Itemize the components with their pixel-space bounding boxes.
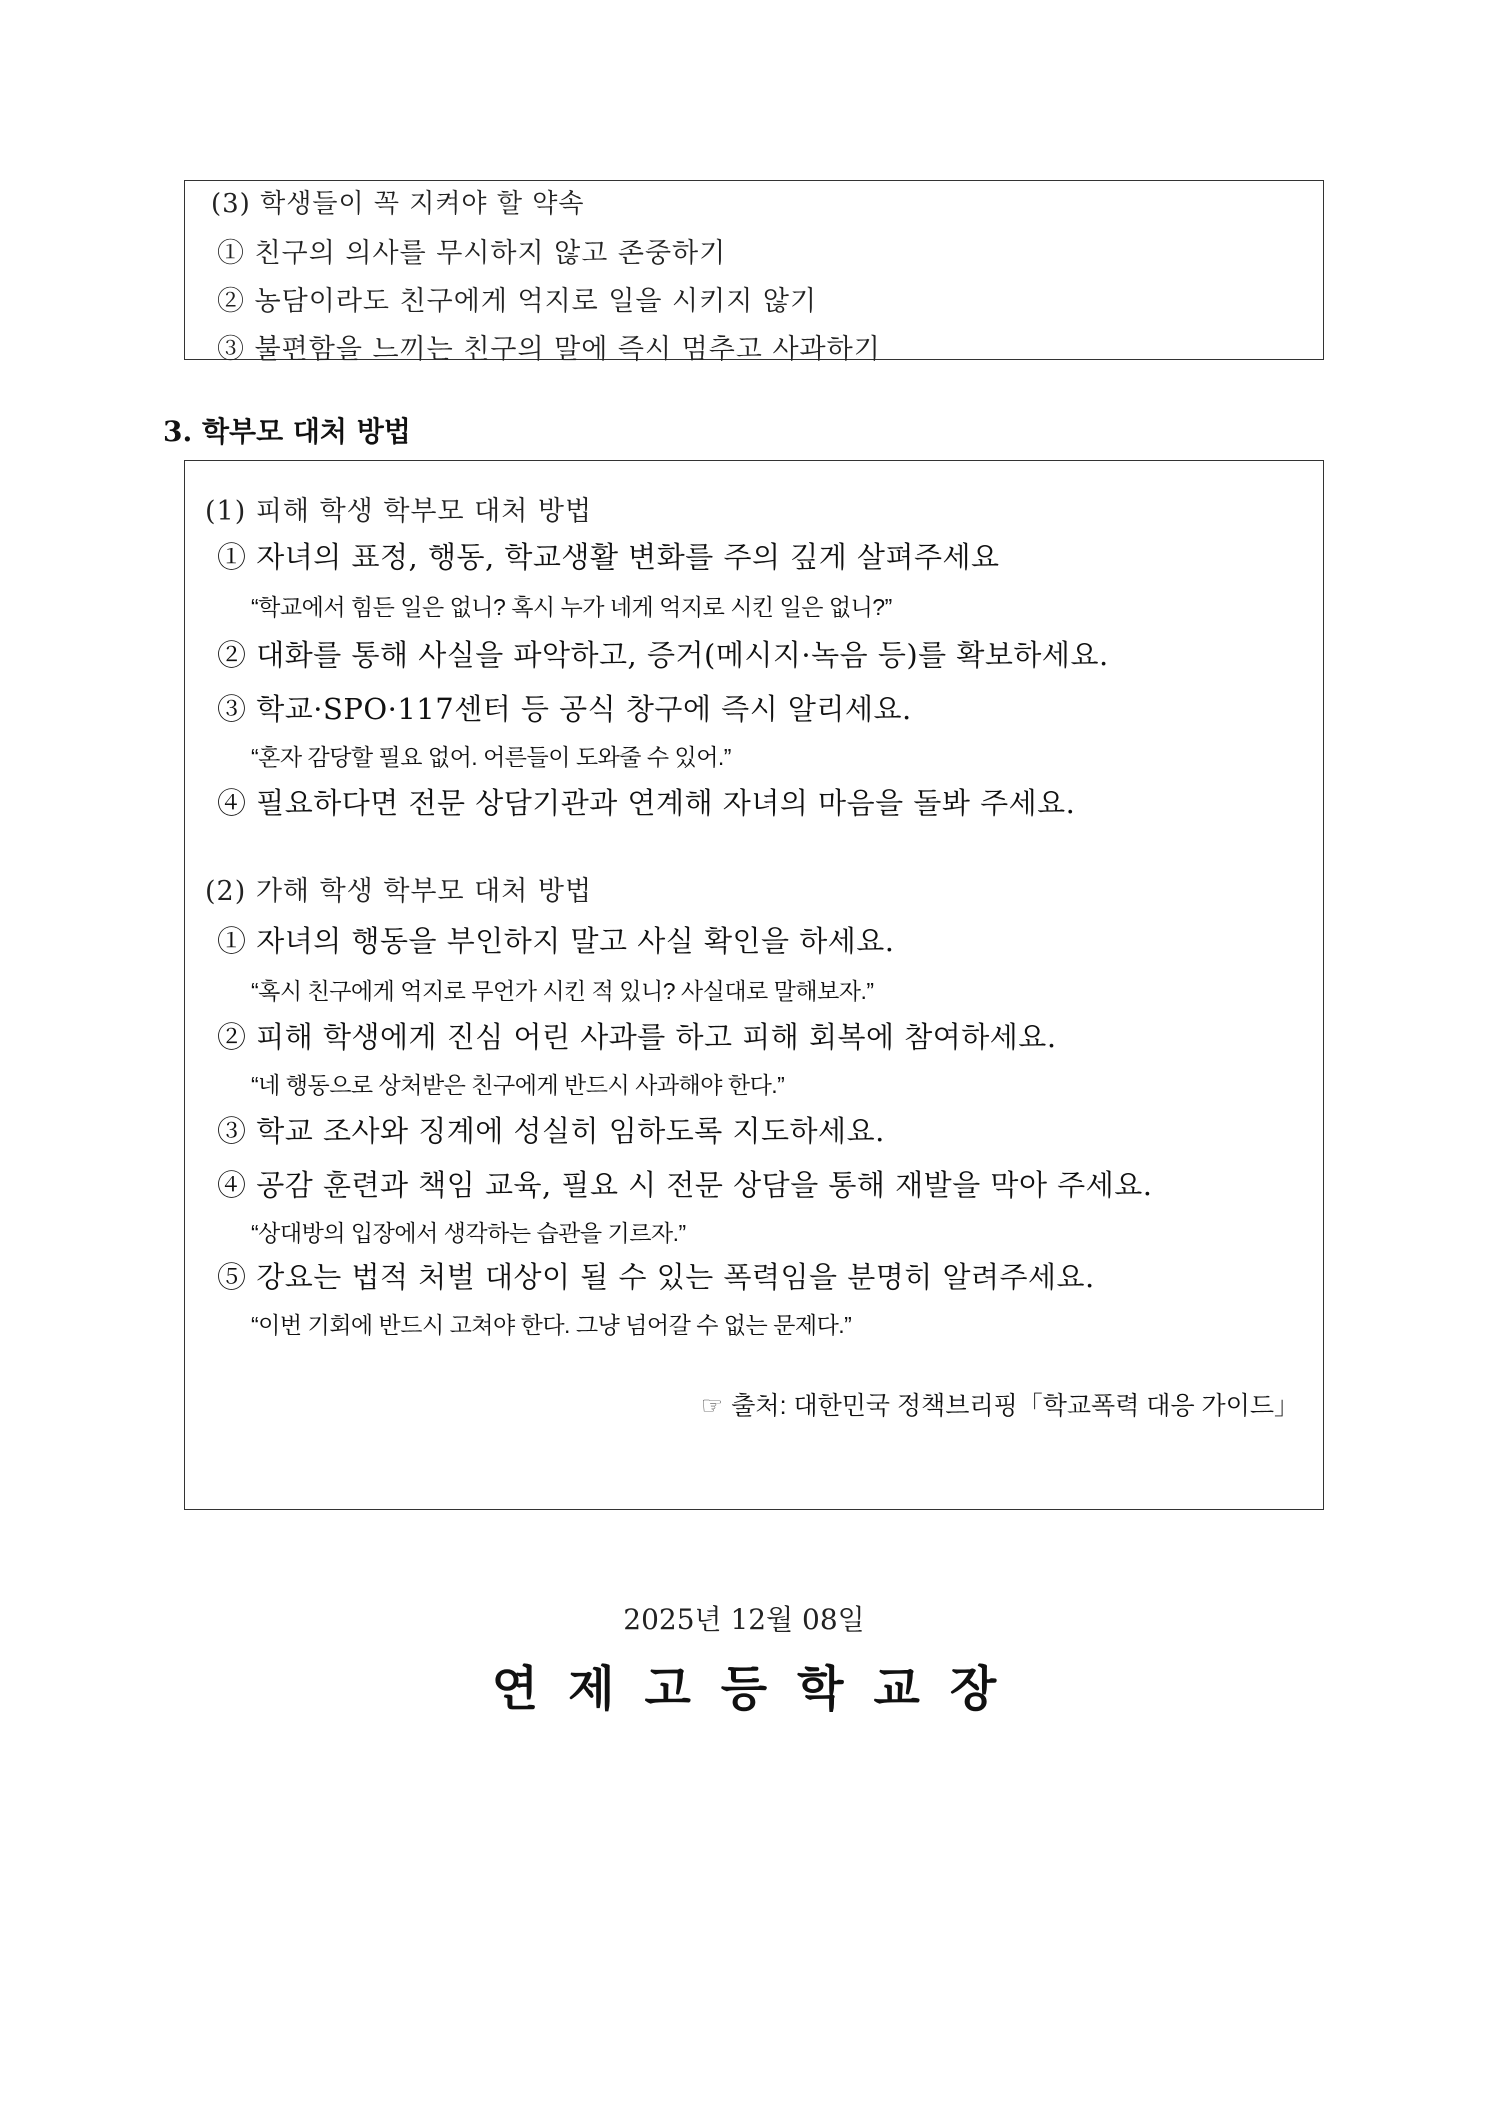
- offender-quote-4: “상대방의 입장에서 생각하는 습관을 기르자.”: [251, 1220, 686, 1246]
- victim-quote-3: “혼자 감당할 필요 없어. 어른들이 도와줄 수 있어.”: [251, 744, 731, 770]
- promise-item-1: ① 친구의 의사를 무시하지 않고 존중하기: [217, 238, 727, 269]
- offender-step-2: ② 피해 학생에게 진심 어린 사과를 하고 피해 회복에 참여하세요.: [217, 1020, 1057, 1054]
- offender-step-5: ⑤ 강요는 법적 처벌 대상이 될 수 있는 폭력임을 분명히 알려주세요.: [217, 1260, 1095, 1294]
- student-promise-box: [184, 180, 1324, 365]
- document-date: 2025년 12월 08일: [623, 1603, 865, 1636]
- victim-quote-1: “학교에서 힘든 일은 없니? 혹시 누가 네게 억지로 시킨 일은 없니?”: [251, 594, 892, 620]
- offender-step-4: ④ 공감 훈련과 책임 교육, 필요 시 전문 상담을 통해 재발을 막아 주세요.: [217, 1168, 1153, 1202]
- offender-quote-1: “혹시 친구에게 억지로 무언가 시킨 적 있니? 사실대로 말해보자.”: [251, 978, 874, 1004]
- school-principal-signature: 연제고등학교장: [491, 1661, 1027, 1717]
- offender-quote-5: “이번 기회에 반드시 고쳐야 한다. 그냥 넘어갈 수 없는 문제다.”: [251, 1312, 852, 1338]
- victim-step-2: ② 대화를 통해 사실을 파악하고, 증거(메시지·녹음 등)를 확보하세요.: [217, 638, 1109, 672]
- offender-quote-2: “네 행동으로 상처받은 친구에게 반드시 사과해야 한다.”: [251, 1072, 785, 1098]
- promise-item-2: ② 농담이라도 친구에게 억지로 일을 시키지 않기: [217, 286, 818, 317]
- victim-step-1: ① 자녀의 표정, 행동, 학교생활 변화를 주의 깊게 살펴주세요: [217, 540, 1000, 574]
- promise-item-3: ③ 불편함을 느끼는 친구의 말에 즉시 멈추고 사과하기: [217, 334, 881, 365]
- offender-heading: (2) 가해 학생 학부모 대처 방법: [205, 876, 593, 907]
- pointing-hand-icon: ☞: [700, 1391, 724, 1420]
- offender-step-1: ① 자녀의 행동을 부인하지 말고 사실 확인을 하세요.: [217, 924, 895, 958]
- promise-heading: (3) 학생들이 꼭 지켜야 할 약속: [211, 189, 585, 219]
- victim-step-3: ③ 학교·SPO·117센터 등 공식 창구에 즉시 알리세요.: [217, 692, 912, 726]
- source-text: 출처: 대한민국 정책브리핑「학교폭력 대응 가이드」: [731, 1392, 1299, 1420]
- source-citation: [701, 1386, 1299, 1422]
- victim-heading: (1) 피해 학생 학부모 대처 방법: [205, 496, 593, 527]
- victim-step-4: ④ 필요하다면 전문 상담기관과 연계해 자녀의 마음을 돌봐 주세요.: [217, 786, 1076, 820]
- section-title: 3. 학부모 대처 방법: [163, 415, 411, 448]
- offender-step-3: ③ 학교 조사와 징계에 성실히 임하도록 지도하세요.: [217, 1114, 885, 1148]
- parent-response-box: [184, 460, 1324, 1510]
